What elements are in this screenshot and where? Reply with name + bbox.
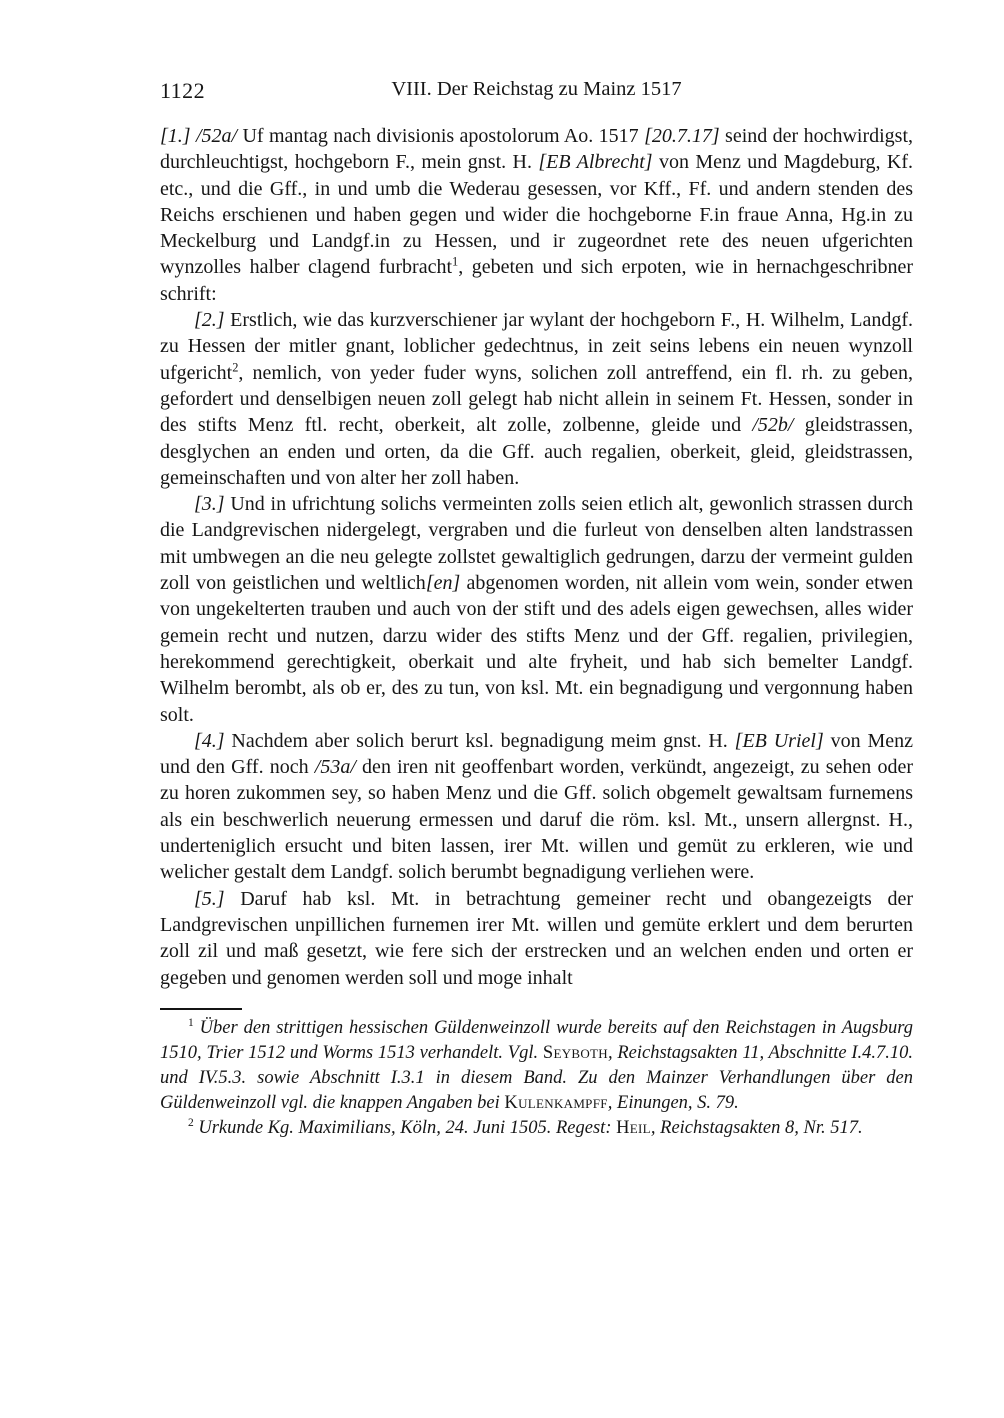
text-segment: [4.] [194, 729, 225, 752]
text-segment: Uf mantag nach divisionis apostolorum Ao. 1517 [237, 125, 645, 147]
footnotes-section [160, 1008, 913, 1141]
document-body [160, 123, 913, 991]
text-segment: Und in ufrichtung solichs vermeinten zolls seien etlich alt, gewonlich strassen durch die Landgrevischen nidergelegt, vergraben und die furleut von denselben alten landstrassen mit umbwegen an die neu gelegte zollstet gewaltiglich gedrungen, darzu der vermeint gulden zoll von geistlichen und weltlich [160, 493, 913, 595]
body-paragraph [160, 123, 913, 307]
text-segment: , Reichstagsakten 8, Nr. 517. [650, 1117, 863, 1138]
page-number: 1122 [160, 78, 206, 103]
body-paragraph [160, 728, 913, 886]
footnote-item [160, 1116, 913, 1141]
text-segment: , nemlich, von yeder fuder wyns, solichen zoll antreffend, ein fl. rh. zu geben, gefordert und denselbigen neuen zoll gelegt hab nicht allein in seinem Ft. Hessen, sonder in des stifts Menz ftl. recht, oberkeit, alt zolle, zolbenne, gleide und [160, 361, 913, 437]
body-paragraph [160, 886, 913, 991]
text-segment: Daruf hab ksl. Mt. in betrachtung gemeiner recht und obangezeigts der Landgrevischen unpillichen furnemen irer Mt. willen und gemüte erklert und dem berurten zoll zil und maß gesetzt, wie fere sich der erstrecken und an welchen enden und orten er gegeben und genomen werden soll und moge inhalt [160, 887, 913, 989]
page-header [160, 78, 913, 104]
text-segment: Urkunde Kg. Maximilians, Köln, 24. Juni 1505. Regest: [193, 1117, 617, 1138]
text-segment: /53a/ [314, 756, 356, 779]
footnote-reference-number: 2 [188, 1116, 194, 1129]
text-segment: seind der hochwirdigst, durchleuchtigst, hochgeborn F., mein gnst. H. [160, 125, 913, 174]
text-segment: Nachdem aber solich berurt ksl. begnadigung meim gnst. H. [224, 729, 735, 752]
text-segment: /52b/ [752, 414, 794, 437]
footnote-reference-number: 1 [452, 254, 459, 269]
text-segment: Kulenkampff [504, 1092, 608, 1113]
text-segment: , Einungen, S. 79. [607, 1092, 739, 1113]
text-segment: abgenomen worden, nit allein vom wein, sonder etwen von ungekelterten trauben und auch von der stift und des adels eigen gewechsen, alles wider gemein recht und nutzen, darzu wider des stifts Menz und der Gff. regalien, privilegien, herekommend gerechtigkeit, oberkait und alte fryheit, und hab sich bemelter Landgf. Wilhelm berombt, als ob er, des zu tun, von ksl. Mt. ein begnadigung und vergonnung haben solt. [160, 572, 913, 726]
footnote-separator-rule [160, 1008, 242, 1010]
text-segment: gleidstrassen, desglychen an enden und orten, da die Gff. auch regalien, oberkeit, gleid, gleidstrassen, gemeinschaften und von alter her zoll haben. [160, 414, 914, 489]
text-segment: von Menz und den Gff. noch [160, 729, 913, 779]
text-segment: [EB Uriel] [734, 729, 824, 752]
running-header: VIII. Der Reichstag zu Mainz 1517 [391, 78, 682, 100]
text-segment: Über den strittigen hessischen Güldenweinzoll wurde bereits auf den Reichstagen in Augsburg 1510, Trier 1512 und Worms 1513 verhandelt. Vgl. [160, 1017, 913, 1063]
body-paragraph [160, 307, 913, 491]
footnote-item [160, 1016, 913, 1116]
text-segment: [EB Albrecht] [538, 151, 653, 174]
text-segment: Heil [616, 1117, 651, 1138]
text-segment: [5.] [194, 887, 225, 910]
text-segment: von Menz und Magdeburg, Kf. etc., und die Gff., in und umb die Wederau gesessen, vor Kff., Ff. und andern stenden des Reichs erschienen und haben gegen und wider die hochgeborne F.in fraue Anna, Hg.in zu Meckelburg und Landgf.in zu Hessen, und ir zugeordnet rete des neuen ufgerichten wynzolles halber clagend furbracht [160, 151, 914, 279]
text-segment: [en] [425, 572, 461, 595]
text-segment: [20.7.17] [644, 125, 720, 147]
footnote-reference-number: 1 [188, 1016, 194, 1029]
footnote-reference-number: 2 [232, 360, 239, 375]
text-segment: Erstlich, wie das kurzverschiener jar wylant der hochgeborn F., H. Wilhelm, Landgf. zu Hessen der mitler gnant, loblicher gedechtnus, in zeit seins lebens ein neuen wynzoll ufgericht [160, 309, 913, 384]
text-segment: [1.] /52a/ [160, 125, 238, 147]
text-segment: [3.] [194, 493, 225, 516]
text-segment: [2.] [194, 309, 225, 332]
text-segment: , Reichstagsakten 11, Abschnitte I.4.7.10. und IV.5.3. sowie Abschnitt I.3.1 in diesem Band. Zu den Mainzer Verhandlungen über den Güldenweinzoll vgl. die knappen Angaben bei [160, 1042, 913, 1113]
text-block [160, 78, 913, 1141]
body-paragraph [160, 491, 913, 728]
text-segment: , gebeten und sich erpoten, wie in hernachgeschribner schrift: [160, 256, 914, 305]
text-segment: Seyboth [542, 1042, 608, 1063]
text-segment: den iren nit geoffenbart worden, verkündt, angezeigt, zu sehen oder zu horen zukommen sey, so haben Menz und die Gff. solich obgemelt gewaltsam furnemens als ein beschwerlich neuerung ermessen und daruf die röm. ksl. Mt., unsern allergnst. H., underteniglich ersucht und biten lassen, irer Mt. willen und gemüt zu erkleren, wie und welicher gestalt dem Landgf. solich berumbt begnadigung verliehen were. [160, 756, 913, 884]
